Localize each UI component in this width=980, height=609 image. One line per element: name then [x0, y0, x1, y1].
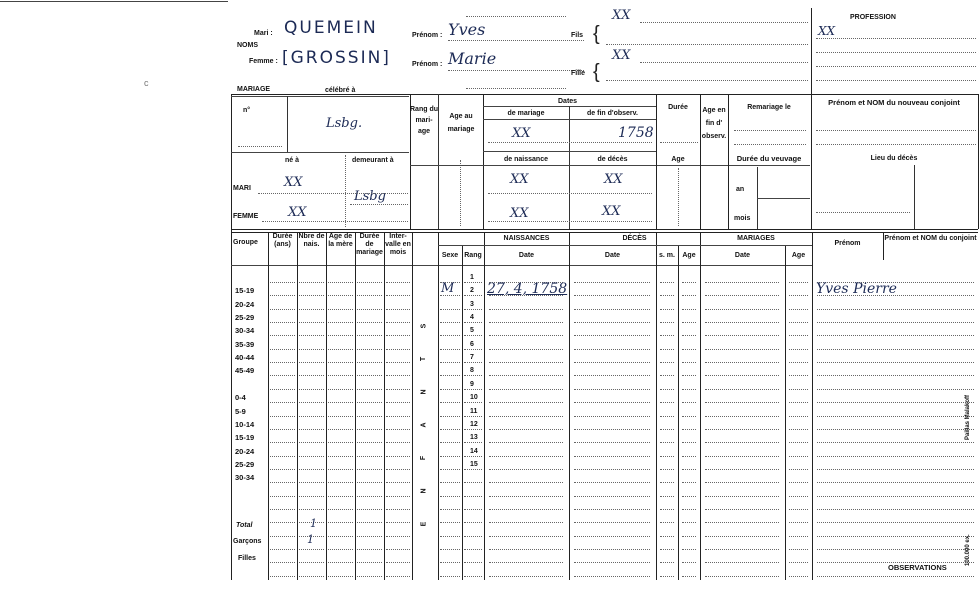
- age-group-label: 30-34: [235, 326, 255, 336]
- total-nbre-value: 1: [310, 517, 317, 530]
- deces-date-header: Date: [604, 252, 621, 259]
- child-prenom: Yves Pierre: [816, 281, 897, 297]
- rank-number: 13: [470, 434, 478, 442]
- garcons-nbre-value: 1: [307, 533, 314, 546]
- remariage-label: Remariage le: [747, 104, 791, 111]
- mari-row-label: MARI: [233, 185, 251, 192]
- groupe-header: Groupe: [233, 239, 258, 246]
- age-group-label: 25-29: [235, 313, 255, 323]
- rank-number: 12: [470, 420, 478, 428]
- duree-mariage-header: Durée de mariage: [356, 233, 383, 256]
- age-fin-label: Age en fin d' observ.: [701, 107, 727, 140]
- fille-brace: {: [593, 61, 600, 83]
- sexe-header: Sexe: [441, 252, 459, 259]
- mari-label: Mari :: [254, 30, 273, 37]
- age-group-label: 40-44: [235, 353, 255, 363]
- enfants-letter: A: [420, 422, 428, 428]
- mari-ne-value: XX: [284, 175, 303, 190]
- rank-number: 5: [470, 327, 474, 335]
- age-group-label: 15-19: [235, 286, 255, 296]
- ne-a-label: né à: [285, 157, 300, 164]
- de-naissance-label: de naissance: [504, 156, 548, 163]
- profession-value: XX: [818, 24, 836, 38]
- fille-value: XX: [612, 48, 631, 63]
- enfants-letter: F: [420, 455, 428, 461]
- deces-age-header: Age: [682, 252, 696, 259]
- total-label: Total: [236, 522, 253, 529]
- rank-number: 2: [470, 287, 474, 295]
- fille-label: Fille: [571, 70, 586, 77]
- rank-number: 7: [470, 354, 474, 362]
- femme-row-label: FEMME: [233, 213, 259, 220]
- rank-number: 3: [470, 300, 474, 308]
- femme-deces-value: XX: [602, 204, 621, 219]
- rank-number: 10: [470, 394, 478, 402]
- naissances-header: NAISSANCES: [503, 235, 550, 242]
- age-group-label: 45-49: [235, 366, 255, 376]
- child-birth-date: 27, 4, 1758: [487, 281, 568, 297]
- age-group-label: 20-24: [235, 446, 255, 456]
- mari-deces-value: XX: [604, 172, 623, 187]
- rank-number: 15: [470, 460, 478, 468]
- femme-prenom-label: Prénom :: [412, 61, 443, 68]
- mari-prenom: Yves: [448, 20, 486, 39]
- rank-number: 11: [470, 407, 478, 415]
- dates-label: Dates: [558, 98, 578, 105]
- edition-text: 100.000 ex.: [965, 534, 971, 566]
- demeurant-a-label: demeurant à: [352, 157, 394, 164]
- rank-number: 8: [470, 367, 474, 375]
- femme-label: Femme :: [249, 58, 278, 65]
- date-mariage-value: XX: [512, 126, 531, 141]
- age-group-label: 35-39: [235, 339, 255, 349]
- rank-number: 14: [470, 447, 478, 455]
- garcons-label: Garçons: [233, 538, 262, 545]
- duree-ans-header: Durée (ans): [272, 233, 293, 248]
- femme-surname: [GROSSIN]: [282, 48, 391, 68]
- rang-label: Rang du mari-age: [410, 106, 438, 135]
- prenom-nom-conjoint-header: Prénom et NOM du conjoint: [884, 235, 977, 242]
- duree-label: Durée: [668, 104, 688, 111]
- enfants-letter: S: [420, 323, 428, 329]
- top-edge-line: [0, 1, 228, 2]
- child-sexe-value: M: [441, 281, 455, 296]
- deces-header: DÉCÈS: [622, 235, 647, 242]
- noms-label: NOMS: [237, 42, 258, 49]
- de-mariage-label: de mariage: [507, 110, 545, 117]
- rang-header: Rang: [464, 252, 482, 259]
- age-au-mariage-label: Age au mariage: [447, 113, 475, 133]
- mariage-label: MARIAGE: [237, 86, 271, 93]
- rank-number: 9: [470, 380, 474, 388]
- age-group-label: 5-9: [235, 406, 246, 416]
- fils-label: Fils: [571, 32, 584, 39]
- age-mere-header: Age de la mère: [328, 233, 353, 248]
- age-group-label: 25-29: [235, 459, 255, 469]
- age-group-label: 0-4: [235, 393, 246, 403]
- mari-naissance-value: XX: [510, 172, 529, 187]
- enfants-letter: T: [420, 356, 428, 362]
- observations-label: OBSERVATIONS: [888, 563, 947, 572]
- prenom-nom-conjoint-label: Prénom et NOM du nouveau conjoint: [828, 98, 960, 107]
- intervalle-header: Inter-valle en mois: [385, 233, 411, 256]
- celebre-label: célébré à: [325, 87, 356, 94]
- age-group-label: 20-24: [235, 299, 255, 309]
- numero-label: n°: [243, 107, 251, 114]
- enfants-letter: E: [420, 521, 428, 527]
- fils-value: XX: [612, 8, 631, 23]
- sm-header: s. m.: [659, 252, 675, 259]
- nbre-nais-header: Nbre de nais.: [298, 233, 325, 248]
- age-group-label: 30-34: [235, 473, 255, 483]
- enfants-letter: N: [420, 488, 428, 494]
- mariage-age-header: Age: [791, 252, 806, 259]
- mois-label: mois: [734, 215, 751, 222]
- mari-prenom-label: Prénom :: [412, 32, 443, 39]
- lieu-deces-label: Lieu du décès: [870, 155, 918, 162]
- age-group-label: 10-14: [235, 419, 255, 429]
- mari-surname: QUEMEIN: [284, 18, 378, 38]
- mariage-date-header: Date: [734, 252, 751, 259]
- naissance-date-header: Date: [518, 252, 535, 259]
- enfants-letter: N: [420, 389, 428, 395]
- femme-prenom: Marie: [448, 49, 497, 68]
- de-fin-label: de fin d'observ.: [587, 110, 638, 117]
- printer-text: Paillas Malakoff: [965, 394, 971, 440]
- duree-veuvage-label: Durée du veuvage: [736, 154, 802, 163]
- mari-demeurant-value: Lsbg: [354, 189, 386, 204]
- rank-number: 4: [470, 314, 474, 322]
- fils-brace: {: [593, 23, 600, 45]
- age-group-label: 15-19: [235, 433, 255, 443]
- femme-ne-value: XX: [288, 205, 307, 220]
- prenom-header: Prénom: [834, 240, 861, 247]
- mariages-header: MARIAGES: [737, 235, 775, 242]
- date-fin-value: 1758: [618, 125, 654, 141]
- filles-label: Filles: [238, 555, 256, 562]
- femme-naissance-value: XX: [510, 206, 529, 221]
- rank-number: 6: [470, 340, 474, 348]
- rank-number: 1: [470, 274, 474, 281]
- de-deces-label: de décès: [597, 156, 628, 163]
- age-label: Age: [671, 156, 685, 163]
- profession-label: PROFESSION: [850, 14, 896, 21]
- mariage-place: Lsbg.: [326, 116, 363, 131]
- margin-mark: c: [144, 78, 149, 88]
- an-label: an: [736, 186, 745, 193]
